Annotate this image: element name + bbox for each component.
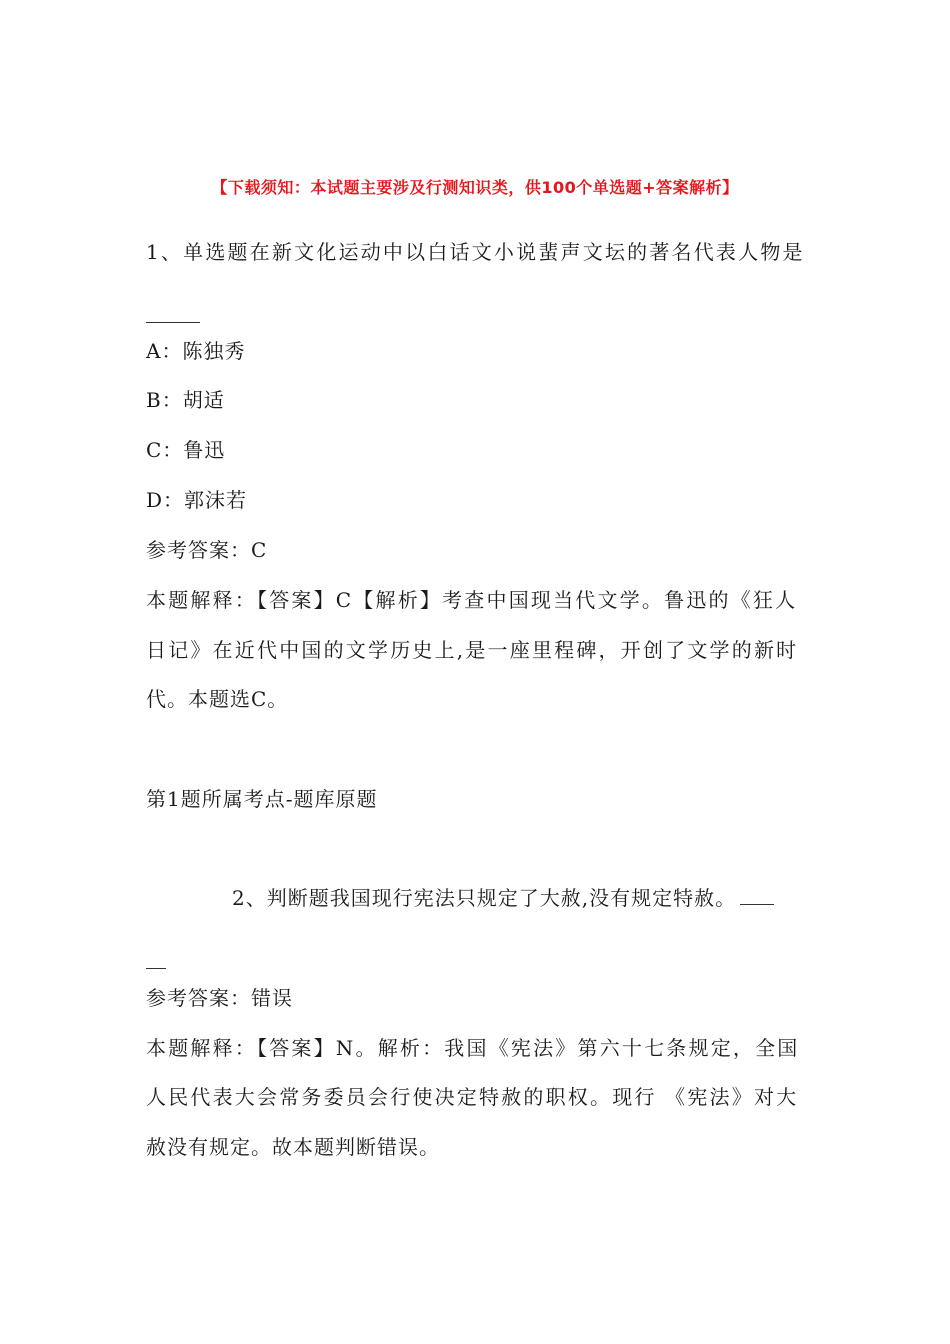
q1-option-a: A：陈独秀: [146, 339, 246, 363]
q1-explanation-line2: 日记》在近代中国的文学历史上,是一座里程碑，开创了文学的新时: [146, 638, 799, 662]
q2-question-text: 2、判断题我国现行宪法只规定了大赦,没有规定特赦。: [232, 886, 737, 910]
q1-option-c: C：鲁迅: [146, 438, 226, 462]
q1-explanation-line3: 代。本题选C。: [146, 687, 289, 711]
q2-answer-blank: [146, 952, 166, 972]
q2-answer: 参考答案：错误: [146, 986, 293, 1010]
q1-answer-blank: [146, 306, 200, 326]
answer-blank-line: [146, 321, 200, 323]
q2-explanation-line1: 本题解释：【答案】N。解析：我国《宪法》第六十七条规定，全国: [146, 1036, 800, 1060]
q2-explanation-line2: 人民代表大会常务委员会行使决定特赦的职权。现行 《宪法》对大: [146, 1085, 799, 1109]
q1-option-b: B：胡适: [146, 388, 225, 412]
answer-blank-line: [146, 967, 166, 969]
q2-explanation-line3: 赦没有规定。故本题判断错误。: [146, 1135, 440, 1159]
download-notice: 【下载须知：本试题主要涉及行测知识类，供100个单选题+答案解析】: [211, 178, 739, 197]
q2-question: [232, 888, 774, 908]
q1-option-d: D：郭沫若: [146, 488, 248, 512]
q1-source: 第1题所属考点-题库原题: [146, 787, 378, 811]
q1-explanation-line1: 本题解释：【答案】C【解析】考查中国现当代文学。鲁迅的《狂人: [146, 588, 798, 612]
q1-question: 1、单选题在新文化运动中以白话文小说蜚声文坛的著名代表人物是: [146, 240, 805, 264]
answer-blank-line: [740, 903, 774, 905]
q1-answer: 参考答案：C: [146, 538, 268, 562]
